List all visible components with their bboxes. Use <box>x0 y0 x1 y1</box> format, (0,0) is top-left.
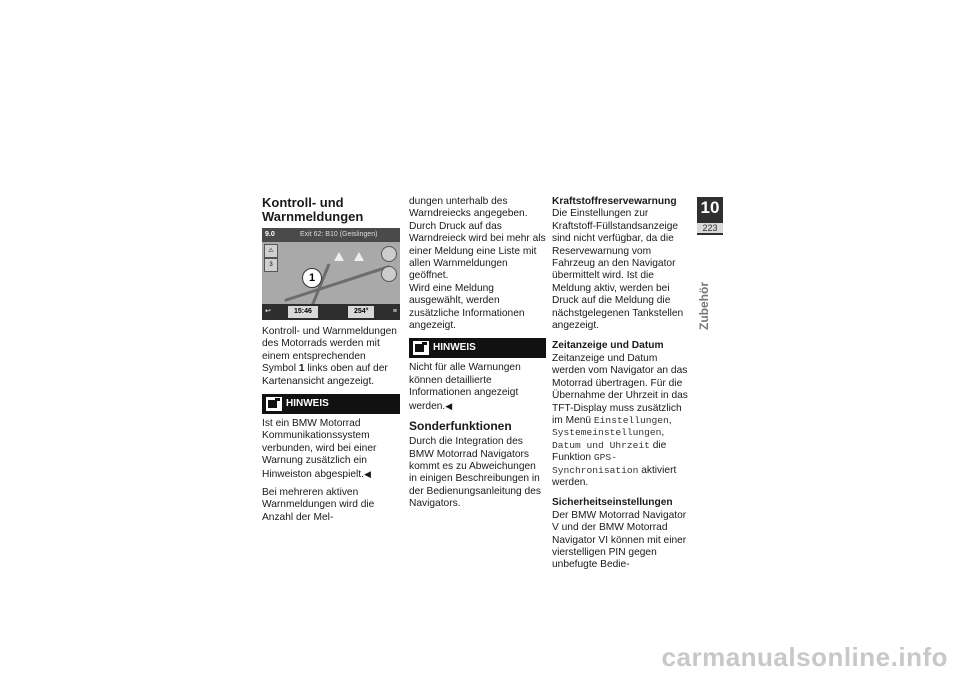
screenshot-exit-info: Exit 62: B10 (Geislingen) <box>300 231 378 238</box>
menu-path: Einstellungen <box>593 414 669 426</box>
note-label: HINWEIS <box>286 397 329 409</box>
note-hand-icon <box>413 341 429 355</box>
map-warning-icon <box>334 252 344 261</box>
symbol-reference: 1 <box>298 363 305 375</box>
chapter-number: 10 <box>700 198 720 217</box>
end-mark: ◀ <box>445 400 453 411</box>
warning-triangle-icon: ⚠ <box>264 244 278 258</box>
paragraph: Der BMW Motorrad Navigator V und der BMW Motorrad Navigator VI können mit einer vierstelligen PIN gegen unbefugte Bedie- <box>552 509 687 571</box>
screenshot-heading: 254° <box>348 306 374 318</box>
page-number: 223 <box>697 223 723 233</box>
section-heading-warnings: Kontroll- und Warnmeldungen <box>262 195 364 224</box>
navigator-screenshot <box>262 228 400 320</box>
screenshot-map <box>262 242 400 304</box>
column-3 <box>552 196 688 578</box>
chapter-side-label: Zubehör <box>697 282 711 330</box>
paragraph-text: links oben auf der Kartenansicht angezeigt. <box>262 363 388 387</box>
paragraph: Durch die Integration des BMW Motorrad Navigators kommt es zu Abweichungen in einigen Beschreibungen in der Bedienungsanleitung des Navigators. <box>409 436 541 510</box>
paragraph-text: die Funktion <box>552 439 667 464</box>
menu-path: Systemeinstellungen <box>552 427 662 439</box>
section-heading-special: Sonderfunktionen <box>409 419 512 434</box>
paragraph: Wird eine Meldung ausgewählt, werden zusätzliche Informationen angezeigt. <box>409 282 525 332</box>
note-body: Ist ein BMW Motorrad Kommunikationssystem verbunden, wird bei einer Warnung zusätzlich ein Hinweiston abgespielt. <box>262 418 377 480</box>
paragraph: Durch Druck auf das Warndreieck wird bei mehr als einer Meldung eine Liste mit allen Warnmeldungen geöffnet. <box>409 220 546 282</box>
screenshot-top-bar <box>262 228 400 242</box>
screenshot-time: 15:46 <box>288 306 318 318</box>
warning-count: 3 <box>264 258 278 272</box>
note-text <box>409 362 546 413</box>
zoom-icon <box>381 266 397 282</box>
note-header <box>409 338 546 358</box>
paragraph-text: Kontroll- und Warnmeldungen des Motorrads werden mit einem entsprechenden Symbol <box>262 326 397 375</box>
chapter-tab <box>697 197 723 235</box>
paragraph: dungen unterhalb des Warndreiecks angegeben. <box>409 196 528 220</box>
screenshot-speed: 9.0 <box>265 231 275 238</box>
note-text <box>262 418 400 481</box>
subheading-fuel: Kraftstoffreservewarnung <box>552 196 677 207</box>
map-warning-icon <box>354 252 364 261</box>
paragraph-text: Zeitanzeige und Datum werden vom Navigator an das Motorrad übertragen. Für die Übernahme der Uhrzeit in das TFT-Display muss zusätzlich im Menü <box>552 352 688 426</box>
menu-icon: ≡ <box>392 308 397 315</box>
subheading-time: Zeitanzeige und Datum <box>552 340 664 352</box>
note-header <box>262 394 400 414</box>
screenshot-bottom-bar <box>262 304 400 320</box>
column-2 <box>409 196 546 517</box>
note-hand-icon <box>266 397 282 411</box>
function-name: GPS-Synchronisation <box>552 452 639 476</box>
map-road <box>284 265 390 302</box>
note-body: Nicht für alle Warnungen können detaillierte Informationen angezeigt werden. <box>409 362 521 412</box>
back-icon: ↩ <box>265 308 271 315</box>
paragraph <box>262 326 400 388</box>
separator: , <box>661 427 665 439</box>
paragraph: Die Einstellungen zur Kraftstoff-Füllstandsanzeige sind nicht verfügbar, da die Reservewarnung vom Fahrzeug an den Navigator übermittelt wird. Ist die Meldung aktiv, werden bei Druck auf die Meldung die nächstgelegenen Tankstellen angezeigt. <box>552 208 684 332</box>
watermark: carmanualsonline.info <box>661 642 948 672</box>
paragraph <box>552 353 688 489</box>
end-mark: ◀ <box>363 468 371 479</box>
volume-icon <box>381 246 397 262</box>
subheading-security: Sicherheitseinstellungen <box>552 497 673 509</box>
note-label: HINWEIS <box>433 342 476 354</box>
menu-path: Datum und Uhrzeit <box>552 439 650 451</box>
column-1 <box>262 196 400 530</box>
paragraph-text: aktiviert werden. <box>552 464 677 488</box>
paragraph: Bei mehreren aktiven Warnmeldungen wird die Anzahl der Mel- <box>262 487 375 523</box>
separator: , <box>668 414 672 426</box>
callout-number: 1 <box>302 268 322 288</box>
